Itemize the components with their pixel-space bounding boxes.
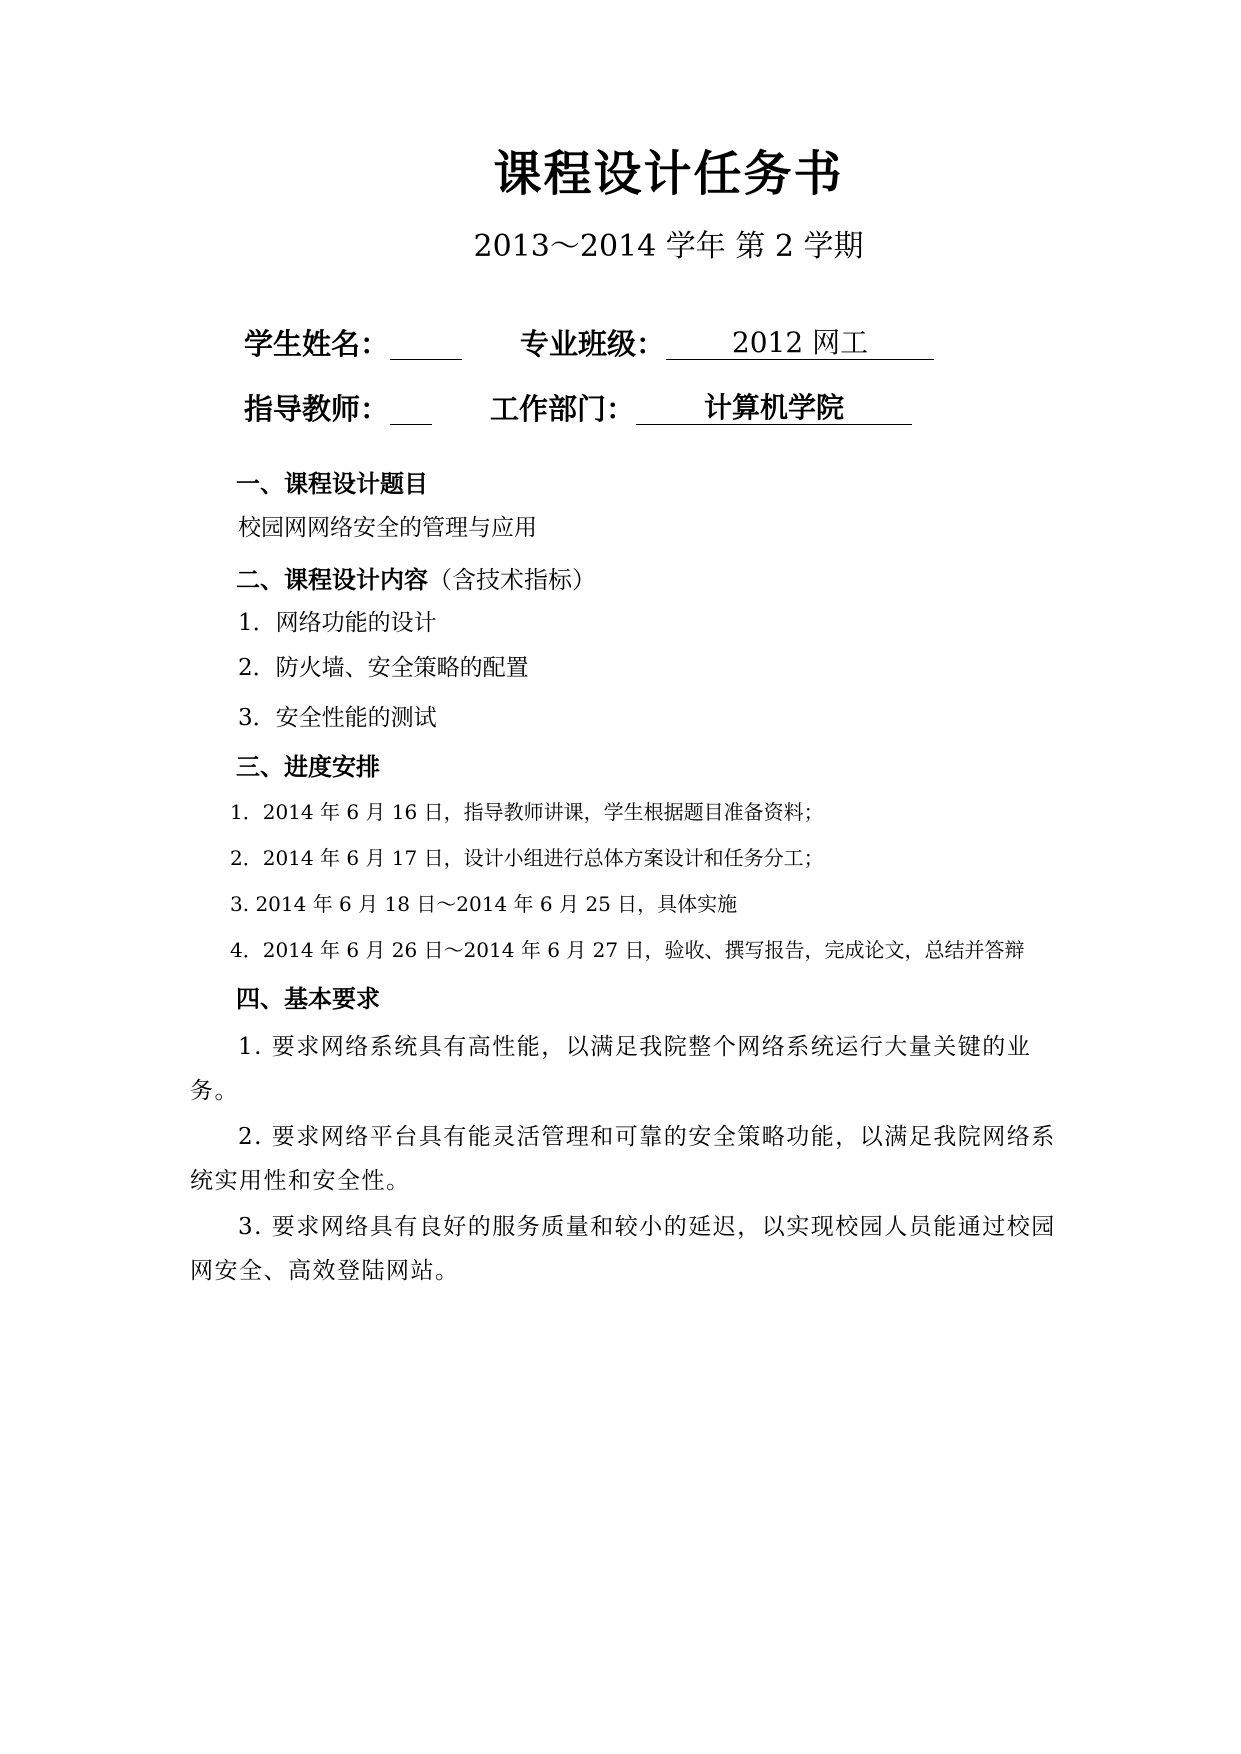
section-1-heading: 一、课程设计题目	[236, 470, 428, 498]
section-2-item: 2．防火墙、安全策略的配置	[238, 655, 529, 681]
advisor-label: 指导教师：	[244, 392, 390, 426]
section-2-heading	[236, 568, 596, 592]
department-value: 计算机学院	[636, 393, 912, 425]
schedule-item: 4．2014 年 6 月 26 日～2014 年 6 月 27 日，验收、撰写报告，完成论文，总结并答辩	[230, 938, 1025, 962]
schedule-item: 3. 2014 年 6 月 18 日～2014 年 6 月 25 日，具体实施	[230, 892, 738, 916]
student-name-value	[390, 328, 462, 360]
requirement-paragraph: 2. 要求网络平台具有能灵活管理和可靠的安全策略功能，以满足我院网络系统实用性和安全性。	[190, 1124, 1056, 1194]
section-2-title: 二、课程设计内容	[236, 566, 428, 594]
requirement-paragraph: 3. 要求网络具有良好的服务质量和较小的延迟，以实现校园人员能通过校园网安全、高效登陆网站。	[190, 1214, 1056, 1284]
student-name-label: 学生姓名：	[244, 327, 390, 361]
class-label: 专业班级：	[520, 327, 666, 361]
section-2-item: 1．网络功能的设计	[238, 610, 437, 636]
requirement-paragraph: 1. 要求网络系统具有高性能，以满足我院整个网络系统运行大量关键的业务。	[190, 1034, 1032, 1104]
schedule-item: 2．2014 年 6 月 17 日，设计小组进行总体方案设计和任务分工；	[230, 846, 824, 870]
class-value: 2012 网工	[666, 328, 934, 360]
department-label: 工作部门：	[490, 392, 636, 426]
section-2-note: （含技术指标）	[428, 566, 596, 594]
schedule-item: 1．2014 年 6 月 16 日，指导教师讲课，学生根据题目准备资料；	[230, 800, 824, 824]
section-3-heading: 三、进度安排	[236, 753, 380, 781]
term-line: 2013～2014 学年 第 2 学期	[473, 229, 864, 264]
section-2-item: 3．安全性能的测试	[238, 705, 437, 731]
section-1-body: 校园网网络安全的管理与应用	[238, 515, 537, 541]
document-title: 课程设计任务书	[493, 146, 844, 202]
section-4-heading: 四、基本要求	[236, 985, 380, 1013]
advisor-value	[390, 393, 432, 425]
